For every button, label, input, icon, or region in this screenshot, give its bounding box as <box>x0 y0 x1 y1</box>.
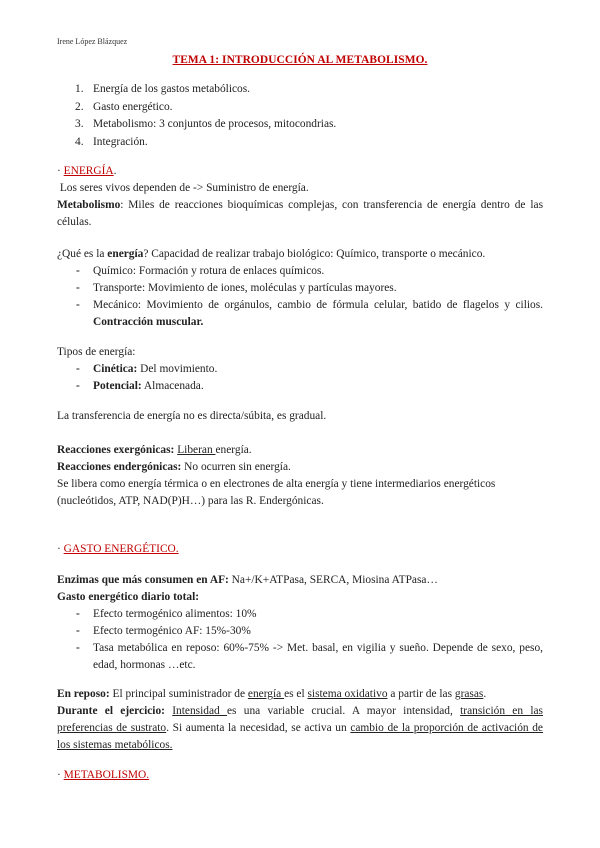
energia-question <box>57 246 543 263</box>
reposo-underlined: sistema oxidativo <box>307 688 388 700</box>
gasto-heading-text: GASTO ENERGÉTICO. <box>63 543 179 555</box>
index-item <box>57 81 543 99</box>
tipos-energia-block <box>57 344 543 395</box>
index-item <box>57 134 543 152</box>
reposo-underlined: grasas <box>454 688 484 700</box>
document-title: TEMA 1: INTRODUCCIÓN AL METABOLISMO. <box>172 54 428 66</box>
ejercicio-text: . Si aumenta la necesidad, se activa un <box>166 722 351 734</box>
question-pre: ¿Qué es la <box>57 248 108 260</box>
question-post: ? Capacidad de realizar trabajo biológico: Químico, transporte o mecánico. <box>143 248 486 260</box>
reposo-ejercicio-block <box>57 686 543 754</box>
reacciones-block <box>57 442 543 510</box>
reposo-text: . <box>483 688 487 700</box>
enzimas-text: Na+/K+ATPasa, SERCA, Miosina ATPasa… <box>228 574 438 586</box>
energia-heading-text: ENERGÍA <box>63 165 114 177</box>
energia-heading-tail: . <box>113 165 117 177</box>
section-bullet: · <box>57 165 64 177</box>
enzimas-label: Enzimas que más consumen en AF: <box>57 574 229 586</box>
mecanico-text: Mecánico: Movimiento de orgánulos, cambio de fórmula celular, batido de flagelos y cilios. <box>93 299 543 311</box>
transfer-text: La transferencia de energía no es directa/súbita, es gradual. <box>57 410 327 422</box>
libera-text: Se libera como energía térmica o en electrones de alta energía y tiene intermediarios energéticos (nucleótidos, ATP, NAD(P)H…) para las R. Endergónicas. <box>57 478 496 507</box>
energia-heading <box>57 163 543 180</box>
tipos-label: Tipos de energía: <box>57 346 136 358</box>
metabolismo-heading <box>57 767 543 784</box>
reposo-text: a partir de las <box>387 688 455 700</box>
reposo-text: El principal suministrador de <box>109 688 248 700</box>
index-number: 1. <box>75 83 84 95</box>
index-text: Energía de los gastos metabólicos. <box>93 83 251 95</box>
potencial-text: Almacenada. <box>141 380 204 392</box>
reposo-underlined: energía <box>247 688 285 700</box>
tipos-list <box>57 361 543 395</box>
metabolismo-definition <box>57 197 543 231</box>
cinetica-text: Del movimiento. <box>137 363 218 375</box>
section-bullet: · <box>57 543 64 555</box>
section-bullet: · <box>57 769 64 781</box>
exergonicas-underlined: Liberan <box>177 444 216 456</box>
list-item: - Efecto termogénico alimentos: 10% <box>57 606 543 623</box>
index-text: Metabolismo: 3 conjuntos de procesos, mitocondrias. <box>93 118 337 130</box>
question-bold: energía <box>107 248 144 260</box>
ejercicio-line <box>57 703 543 754</box>
metabolismo-heading-text: METABOLISMO. <box>63 769 150 781</box>
section-energia <box>57 163 543 231</box>
endergonicas-label: Reacciones endergónicas: <box>57 461 182 473</box>
author-name: Irene López Blázquez <box>57 37 128 46</box>
list-item: - Químico: Formación y rotura de enlaces químicos. <box>57 263 543 280</box>
enzimas-line <box>57 572 543 589</box>
gasto-heading <box>57 541 543 558</box>
work-types-list <box>57 263 543 331</box>
endergonicas-line <box>57 459 543 476</box>
exergonicas-label: Reacciones exergónicas: <box>57 444 175 456</box>
index-number: 2. <box>75 100 84 113</box>
diario-label <box>57 589 543 606</box>
index-text: Gasto energético. <box>93 100 173 113</box>
ejercicio-underlined: transición en las preferencias de sustrato <box>57 705 543 734</box>
index-section <box>57 81 543 151</box>
diario-label-bold: Gasto energético diario total: <box>57 591 200 603</box>
ejercicio-underlined: cambio de la proporción de activación de los sistemas metabólicos. <box>57 722 543 751</box>
metabolismo-text: : Miles de reacciones bioquímicas complejas, con transferencia de energía dentro de las células. <box>57 199 543 228</box>
ejercicio-text: es una variable crucial. A mayor intensidad, <box>226 705 461 717</box>
metabolismo-label: Metabolismo <box>57 199 121 211</box>
list-item: - Efecto termogénico AF: 15%-30% <box>57 623 543 640</box>
reposo-text: es el <box>284 688 308 700</box>
reposo-label: En reposo: <box>57 688 110 700</box>
index-list <box>57 81 543 151</box>
index-text: Integración. <box>93 135 148 148</box>
exergonicas-text: energía. <box>215 444 252 456</box>
list-item <box>57 361 543 378</box>
energia-intro: Los seres vivos dependen de -> Suministro de energía. <box>57 182 309 194</box>
index-number: 3. <box>75 118 84 130</box>
index-number: 4. <box>75 135 84 148</box>
potencial-label: Potencial: <box>93 380 142 392</box>
index-item <box>57 99 543 117</box>
cinetica-label: Cinética: <box>93 363 138 375</box>
gasto-block <box>57 572 543 674</box>
mecanico-bold: Contracción muscular. <box>93 316 204 328</box>
energia-question-block <box>57 246 543 331</box>
list-item <box>57 378 543 395</box>
list-item: - Transporte: Movimiento de iones, moléculas y partículas mayores. <box>57 280 543 297</box>
ejercicio-underlined: Intensidad <box>172 705 227 717</box>
reposo-line <box>57 686 543 703</box>
gasto-list <box>57 606 543 674</box>
endergonicas-text: No ocurren sin energía. <box>181 461 291 473</box>
exergonicas-line <box>57 442 543 459</box>
index-item <box>57 116 543 134</box>
ejercicio-label: Durante el ejercicio: <box>57 705 165 717</box>
list-item <box>57 297 543 331</box>
list-item: - Tasa metabólica en reposo: 60%-75% -> Met. basal, en vigilia y sueño. Depende de sexo, peso, edad, hormonas …etc. <box>57 640 543 674</box>
